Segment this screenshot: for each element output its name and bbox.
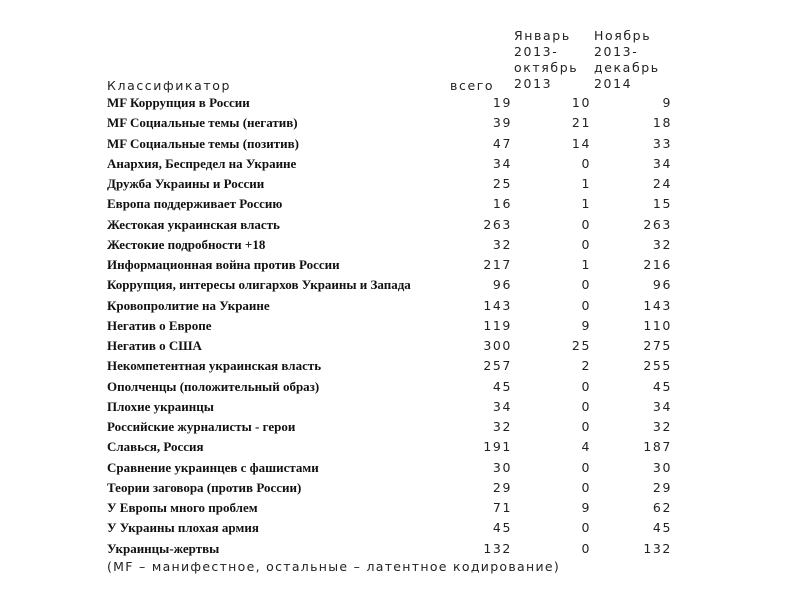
period2-cell: 187: [643, 439, 672, 455]
period1-header-line: октябрь: [514, 60, 579, 75]
period2-cell: 275: [643, 338, 672, 353]
row-label: Украинцы-жертвы: [107, 540, 220, 556]
period2-cell: 9: [662, 95, 672, 110]
table-row: [0, 256, 794, 276]
total-cell: 132: [483, 540, 512, 556]
row-label: Некомпетентная украинская власть: [107, 358, 322, 374]
total-cell: 19: [492, 95, 512, 110]
table-row: [0, 297, 794, 317]
row-label: Жестокие подробности +18: [107, 236, 266, 252]
period2-header-line: декабрь: [594, 60, 660, 75]
total-cell: 47: [492, 135, 512, 151]
table-row: [0, 236, 794, 256]
total-cell: 45: [492, 378, 512, 394]
table-row: [0, 317, 794, 337]
table-row: [0, 418, 794, 438]
period1-header: [514, 28, 578, 92]
table-row: [0, 94, 794, 114]
total-cell: 34: [492, 155, 512, 171]
total-cell: 143: [483, 297, 512, 313]
period2-cell: 30: [652, 459, 672, 475]
row-label: Кровопролитие на Украине: [107, 297, 270, 313]
period1-header-line: 2013: [514, 76, 553, 91]
period2-cell: 45: [652, 520, 672, 536]
table-row: [0, 398, 794, 418]
row-label: MF Социальные темы (негатив): [107, 115, 298, 131]
period1-cell: 0: [581, 520, 591, 536]
row-label: Ополченцы (положительный образ): [107, 378, 320, 394]
period1-cell: 0: [581, 297, 591, 313]
period1-cell: 2: [581, 358, 591, 374]
classifier-header: Классификатор: [107, 78, 232, 93]
period1-cell: 0: [581, 459, 591, 475]
period2-cell: 34: [652, 398, 672, 414]
period1-cell: 0: [581, 540, 591, 556]
row-label: Негатив о США: [107, 338, 202, 353]
row-label: У Европы много проблем: [107, 500, 258, 515]
table-row: [0, 499, 794, 519]
period1-cell: 0: [581, 236, 591, 252]
total-cell: 191: [483, 439, 512, 455]
period2-cell: 24: [652, 176, 672, 191]
period2-cell: 132: [643, 540, 672, 556]
total-cell: 32: [492, 419, 512, 434]
period1-cell: 1: [581, 176, 591, 191]
period1-cell: 9: [581, 317, 591, 333]
row-label: MF Социальные темы (позитив): [107, 135, 299, 151]
period1-cell: 4: [581, 439, 591, 455]
period2-cell: 263: [643, 216, 672, 232]
table-row: [0, 337, 794, 357]
period2-cell: 15: [652, 196, 672, 212]
total-cell: 119: [483, 317, 512, 333]
table-row: [0, 135, 794, 155]
row-label: У Украины плохая армия: [107, 520, 259, 536]
row-label: Сравнение украинцев с фашистами: [107, 459, 319, 475]
period1-cell: 25: [571, 338, 591, 353]
period2-header-line: 2013-: [594, 44, 639, 59]
period2-cell: 45: [652, 378, 672, 394]
period1-cell: 0: [581, 479, 591, 495]
table-row: [0, 195, 794, 215]
row-label: Анархия, Беспредел на Украине: [107, 155, 297, 171]
total-cell: 39: [492, 115, 512, 131]
period2-cell: 255: [643, 358, 672, 374]
period2-cell: 32: [652, 236, 672, 252]
table-row: [0, 175, 794, 195]
period1-cell: 0: [581, 277, 591, 293]
period1-cell: 9: [581, 500, 591, 515]
table-row: [0, 438, 794, 458]
table-row: [0, 479, 794, 499]
period1-cell: 21: [571, 115, 591, 131]
table-row: [0, 378, 794, 398]
row-label: Жестокая украинская власть: [107, 216, 280, 232]
period2-cell: 29: [652, 479, 672, 495]
total-cell: 16: [492, 196, 512, 212]
total-header: всего: [450, 78, 495, 93]
period2-cell: 33: [652, 135, 672, 151]
table-row: [0, 114, 794, 134]
classifier-table: [0, 94, 794, 560]
total-cell: 300: [483, 338, 512, 353]
period2-cell: 18: [652, 115, 672, 131]
table-row: [0, 357, 794, 377]
row-label: Коррупция, интересы олигархов Украины и Запада: [107, 277, 411, 293]
row-label: Теории заговора (против России): [107, 479, 302, 495]
row-label: Плохие украинцы: [107, 398, 214, 414]
total-cell: 263: [483, 216, 512, 232]
total-cell: 217: [483, 257, 512, 272]
period2-cell: 96: [652, 277, 672, 293]
period2-cell: 143: [643, 297, 672, 313]
row-label: Информационная война против России: [107, 257, 340, 272]
table-row: [0, 155, 794, 175]
period1-cell: 0: [581, 378, 591, 394]
table-row: [0, 216, 794, 236]
total-cell: 30: [492, 459, 512, 475]
total-cell: 257: [483, 358, 512, 374]
table-row: [0, 276, 794, 296]
row-label: Дружба Украины и России: [107, 176, 265, 191]
period2-header-line: 2014: [594, 76, 633, 91]
period1-cell: 0: [581, 398, 591, 414]
period1-cell: 1: [581, 196, 591, 212]
period2-cell: 110: [643, 317, 672, 333]
total-cell: 29: [492, 479, 512, 495]
period1-cell: 0: [581, 216, 591, 232]
row-label: Негатив о Европе: [107, 317, 212, 333]
period2-cell: 32: [652, 419, 672, 434]
table-row: [0, 540, 794, 560]
period1-cell: 0: [581, 419, 591, 434]
row-label: MF Коррупция в России: [107, 95, 250, 110]
period1-cell: 14: [571, 135, 591, 151]
period2-header: [594, 28, 660, 92]
total-cell: 34: [492, 398, 512, 414]
total-cell: 25: [492, 176, 512, 191]
table-row: [0, 519, 794, 539]
period1-header-line: 2013-: [514, 44, 559, 59]
row-label: Европа поддерживает Россию: [107, 196, 283, 212]
total-cell: 96: [492, 277, 512, 293]
period2-cell: 62: [652, 500, 672, 515]
row-label: Российские журналисты - герои: [107, 419, 296, 434]
row-label: Славься, Россия: [107, 439, 204, 455]
period2-cell: 216: [643, 257, 672, 272]
table-row: [0, 459, 794, 479]
period1-cell: 10: [571, 95, 591, 110]
period2-cell: 34: [652, 155, 672, 171]
period2-header-line: Ноябрь: [594, 28, 652, 43]
total-cell: 32: [492, 236, 512, 252]
period1-cell: 0: [581, 155, 591, 171]
total-cell: 45: [492, 520, 512, 536]
period1-header-line: Январь: [514, 28, 571, 43]
footnote: (MF – манифестное, остальные – латентное кодирование): [107, 559, 561, 574]
total-cell: 71: [492, 500, 512, 515]
period1-cell: 1: [581, 257, 591, 272]
